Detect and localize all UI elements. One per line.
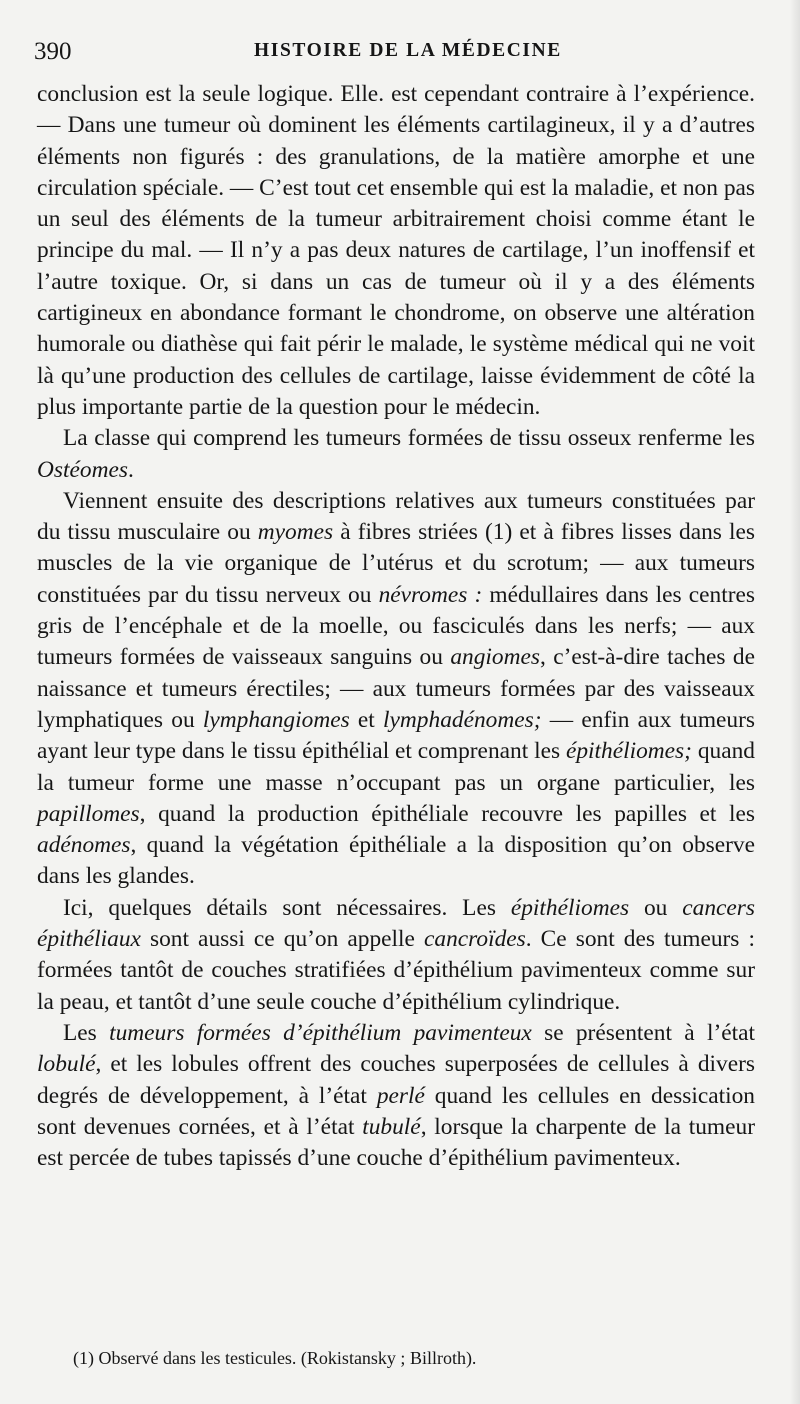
italic-term: perlé bbox=[376, 1082, 425, 1109]
body-text bbox=[37, 79, 755, 1174]
running-title: HISTOIRE DE LA MÉDECINE bbox=[254, 40, 562, 61]
text-run: se présentent à l’état bbox=[531, 1019, 755, 1046]
text-run: quand la tumeur forme une masse n’occupant pas un organe particulier, les bbox=[37, 738, 755, 796]
text-run: sont aussi ce qu’on appelle bbox=[140, 926, 424, 953]
italic-term: Ostéomes bbox=[37, 456, 128, 483]
italic-term: névromes : bbox=[378, 581, 483, 608]
page-number: 390 bbox=[34, 38, 72, 65]
text-run: et bbox=[349, 706, 384, 733]
text-run: conclusion est la seule logique. Elle. est cependant contraire à l’expérience. — Dans une tumeur où dominent les éléments cartilagineux, il y a d’autres éléments non figurés : des granulations, de la matière amorphe et une circulation spéciale. — C’est tout cet ensemble qui est la maladie, et non pas un seul des éléments de la tumeur arbitrairement choisi comme étant le principe du mal. — Il n’y a pas deux natures de cartilage, l’un inoffensif et l’autre toxique. Or, si dans un cas de tumeur où il y a des éléments cartigineux en abondance formant le chondrome, on observe une altération humorale ou diathèse qui fait périr le malade, le système médical qui ne voit là qu’une production des cellules de cartilage, laisse évidemment de côté la plus importante partie de la question pour le médecin. bbox=[37, 81, 755, 420]
text-run: à fibres striées (1) et à fibres lisses dans les muscles de la vie organique de l’utérus et du scrotum; — aux tumeurs constituées par du tissu nerveux ou bbox=[37, 519, 755, 608]
italic-term: lymphangiomes bbox=[202, 706, 350, 733]
italic-term: tubulé bbox=[362, 1113, 421, 1140]
text-run: . Ce sont des tumeurs : formées tantôt de couches stratifiées d’épithélium pavimenteux comme sur la peau, et tantôt d’une seule couche d’épithélium cylindrique. bbox=[37, 926, 755, 1015]
paragraph-osteomes bbox=[37, 423, 755, 486]
text-run: médullaires dans les centres gris de l’encéphale et de la moelle, ou fasciculés dans les nerfs; — aux tumeurs formées de vaisseaux sanguins ou bbox=[37, 581, 755, 671]
text-run: Les bbox=[63, 1019, 110, 1046]
italic-term: lymphadénomes; bbox=[383, 706, 542, 733]
italic-term: cancers épithéliaux bbox=[37, 894, 755, 953]
text-run: quand les cellules en dessication sont devenues cornées, et à l’état bbox=[37, 1082, 755, 1140]
italic-term: épithéliomes bbox=[510, 894, 630, 921]
italic-term: papillomes bbox=[37, 800, 140, 827]
text-run: , et les lobules offrent des couches superposées de cellules à divers degrés de développement, à l’état bbox=[37, 1051, 755, 1109]
italic-term: tumeurs formées d’épithélium pavimenteux bbox=[109, 1019, 532, 1046]
text-run: La classe qui comprend les tumeurs formées de tissu osseux renferme les bbox=[63, 425, 755, 452]
running-head bbox=[34, 38, 754, 68]
paragraph-pavement-epithelium bbox=[37, 1018, 755, 1174]
italic-term: lobulé bbox=[37, 1051, 96, 1078]
italic-term: cancroïdes bbox=[424, 926, 526, 953]
text-run: Viennent ensuite des descriptions relatives aux tumeurs constituées par du tissu musculaire ou bbox=[37, 487, 755, 546]
paragraph-epitheliomes bbox=[37, 893, 755, 1018]
text-run: Ici, quelques détails sont nécessaires. Les bbox=[63, 894, 511, 921]
text-run: — enfin aux tumeurs ayant leur type dans le tissu épithélial et comprenant les bbox=[37, 706, 755, 765]
text-run: , lorsque la charpente de la tumeur est percée de tubes tapissés d’une couche d’épithélium pavimenteux. bbox=[37, 1113, 755, 1172]
text-run: , quand la végétation épithéliale a la disposition qu’on observe dans les glandes. bbox=[37, 832, 755, 890]
text-run: , c’est-à-dire taches de naissance et tumeurs érectiles; — aux tumeurs formées par des vaisseaux lymphatiques ou bbox=[37, 644, 755, 733]
italic-term: adénomes bbox=[37, 832, 131, 859]
paragraph-tumor-types bbox=[37, 486, 755, 893]
text-run: . bbox=[127, 456, 134, 483]
text-run: , quand la production épithéliale recouvre les papilles et les bbox=[139, 800, 755, 827]
italic-term: myomes bbox=[257, 519, 334, 546]
text-run: ou bbox=[629, 894, 683, 921]
italic-term: épithéliomes; bbox=[565, 738, 692, 765]
italic-term: angiomes bbox=[450, 644, 540, 671]
paragraph-continued bbox=[37, 79, 755, 423]
footnote: (1) Observé dans les testicules. (Rokistansky ; Billroth). bbox=[73, 1348, 477, 1368]
